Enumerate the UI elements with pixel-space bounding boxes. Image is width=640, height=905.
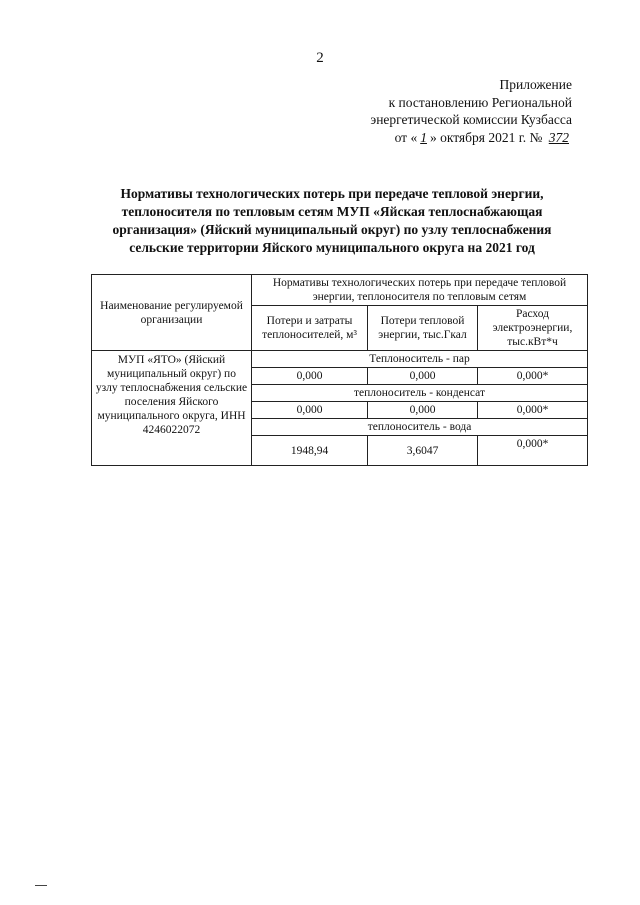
document-number: 372 bbox=[548, 129, 569, 145]
appendix-line-3: энергетической комиссии Кузбасса bbox=[370, 112, 572, 127]
org-name: МУП «ЯТО» (Яйский муниципальный округ) по узлу теплоснабжения сельские поселения Яйского муниципального округа, ИНН 4246022072 bbox=[92, 351, 252, 466]
appendix-block bbox=[370, 76, 572, 146]
col-header-coolant: Потери и затраты теплоносителей, м³ bbox=[252, 306, 368, 351]
value-electricity: 0,000* bbox=[478, 436, 588, 466]
date-day: 1 bbox=[420, 129, 427, 145]
section-label: теплоноситель - конденсат bbox=[252, 385, 588, 402]
col-header-heat: Потери тепловой энергии, тыс.Гкал bbox=[368, 306, 478, 351]
date-middle: » октября 2021 г. № bbox=[429, 129, 543, 145]
value-coolant: 1948,94 bbox=[252, 436, 368, 466]
footer-mark bbox=[35, 885, 47, 886]
section-label-row bbox=[92, 351, 588, 368]
value-heat: 0,000 bbox=[368, 368, 478, 385]
value-heat: 3,6047 bbox=[368, 436, 478, 466]
section-label: Теплоноситель - пар bbox=[252, 351, 588, 368]
appendix-title: Приложение bbox=[499, 77, 572, 92]
col-header-electricity: Расход электроэнергии, тыс.кВт*ч bbox=[478, 306, 588, 351]
org-header: Наименование регулируемой организации bbox=[92, 275, 252, 351]
norms-table bbox=[91, 274, 588, 466]
value-coolant: 0,000 bbox=[252, 402, 368, 419]
value-electricity: 0,000* bbox=[478, 368, 588, 385]
appendix-line-2: к постановлению Региональной bbox=[388, 94, 572, 110]
group-header: Нормативы технологических потерь при передаче тепловой энергии, теплоносителя по тепловым сетям bbox=[252, 275, 588, 306]
page-number: 2 bbox=[316, 50, 324, 66]
value-coolant: 0,000 bbox=[252, 368, 368, 385]
value-electricity: 0,000* bbox=[478, 402, 588, 419]
document-title: Нормативы технологических потерь при передаче тепловой энергии, теплоносителя по тепловым сетям МУП «Яйская теплоснабжающая организация» (Яйский муниципальный округ) по узлу теплоснабжения сельские территории Яйского муниципального округа на 2021 год bbox=[112, 186, 552, 255]
table-header-row bbox=[92, 275, 588, 306]
appendix-date-line bbox=[370, 129, 572, 147]
value-heat: 0,000 bbox=[368, 402, 478, 419]
section-label: теплоноситель - вода bbox=[252, 419, 588, 436]
date-prefix: от « bbox=[394, 129, 418, 145]
